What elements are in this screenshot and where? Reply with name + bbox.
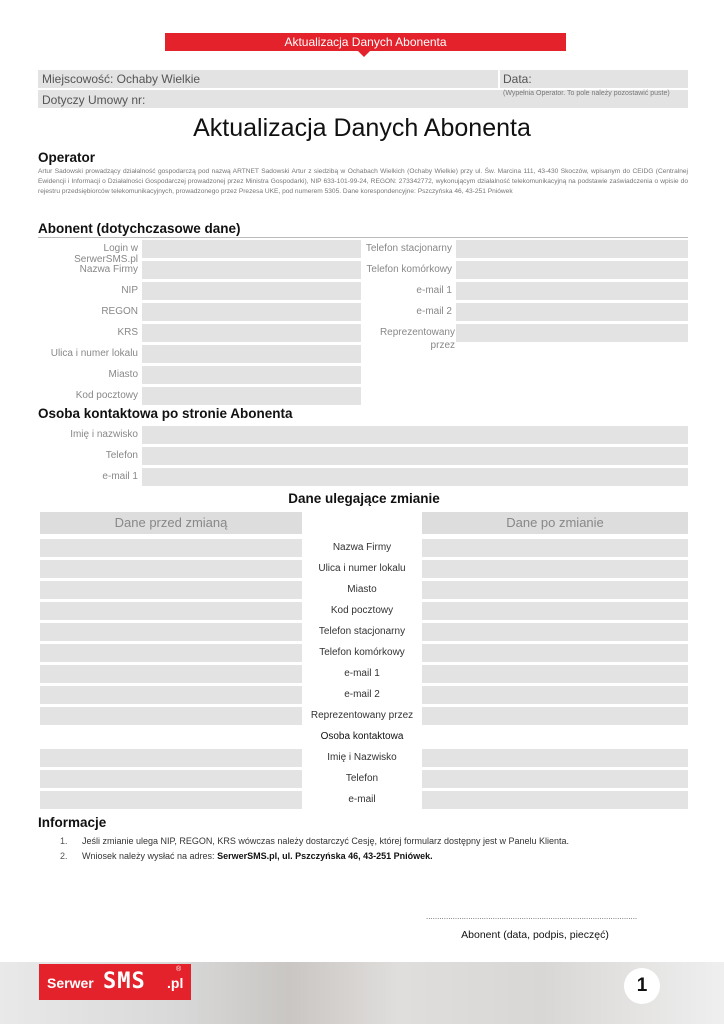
label-represented: Reprezentowany <box>379 327 455 338</box>
page-number: 1 <box>624 968 660 1004</box>
contact-section-label: Osoba kontaktowa <box>320 731 404 742</box>
location-field[interactable] <box>38 70 498 88</box>
change-row-label: e-mail 1 <box>344 668 380 679</box>
input-street[interactable] <box>142 345 361 363</box>
input-postcode[interactable] <box>142 387 361 405</box>
info-item <box>82 851 433 861</box>
contract-label: Dotyczy Umowy nr: <box>42 93 146 107</box>
input-email1[interactable] <box>456 282 688 300</box>
after-cell[interactable] <box>422 770 688 788</box>
label-street: Ulica i numer lokalu <box>50 348 138 359</box>
input-contact-email[interactable] <box>142 468 688 486</box>
label-contact-email: e-mail 1 <box>102 471 138 482</box>
label-mobile: Telefon komórkowy <box>366 264 452 275</box>
input-represented[interactable] <box>456 324 688 342</box>
signature-line: ............................................................................................... <box>426 912 638 921</box>
after-cell[interactable] <box>422 602 688 620</box>
before-cell[interactable] <box>40 581 302 599</box>
change-row-label: Kod pocztowy <box>330 605 394 616</box>
before-cell[interactable] <box>40 749 302 767</box>
before-cell[interactable] <box>40 707 302 725</box>
input-contact-phone[interactable] <box>142 447 688 465</box>
change-row-label: Miasto <box>347 584 377 595</box>
ribbon-pointer <box>358 51 370 57</box>
input-krs[interactable] <box>142 324 361 342</box>
label-city: Miasto <box>108 369 138 380</box>
input-contact-name[interactable] <box>142 426 688 444</box>
label-email1: e-mail 1 <box>416 285 452 296</box>
label-krs: KRS <box>117 327 138 338</box>
label-contact-phone: Telefon <box>105 450 138 461</box>
after-cell[interactable] <box>422 560 688 578</box>
after-cell[interactable] <box>422 539 688 557</box>
change-row-label: Imię i Nazwisko <box>327 752 397 763</box>
input-landline[interactable] <box>456 240 688 258</box>
change-row-label: Ulica i numer lokalu <box>318 563 406 574</box>
input-login[interactable] <box>142 240 361 258</box>
input-mobile[interactable] <box>456 261 688 279</box>
label-landline: Telefon stacjonarny <box>365 243 452 254</box>
change-row-label: e-mail <box>348 794 376 805</box>
after-cell[interactable] <box>422 707 688 725</box>
change-row-label: Telefon komórkowy <box>319 647 405 658</box>
operator-heading: Operator <box>38 150 96 165</box>
label-login: Login w SerwerSMS.pl <box>74 243 138 265</box>
before-header: Dane przed zmianą <box>40 512 302 534</box>
operator-hint: (Wypełnia Operator. To pole należy pozostawić puste) <box>503 90 670 97</box>
serwersms-logo <box>39 964 191 1000</box>
location-label: Miejscowość: Ochaby Wielkie <box>42 72 201 86</box>
info-item-number: 1. <box>60 836 68 846</box>
contact-heading: Osoba kontaktowa po stronie Abonenta <box>38 406 293 421</box>
change-row-label: Telefon stacjonarny <box>318 626 406 637</box>
after-header: Dane po zmianie <box>422 512 688 534</box>
info-heading: Informacje <box>38 815 107 830</box>
after-cell[interactable] <box>422 791 688 809</box>
label-nip: NIP <box>121 285 138 296</box>
before-cell[interactable] <box>40 770 302 788</box>
change-row-label: Telefon <box>345 773 379 784</box>
label-regon: REGON <box>101 306 138 317</box>
after-cell[interactable] <box>422 749 688 767</box>
before-cell[interactable] <box>40 560 302 578</box>
label-postcode: Kod pocztowy <box>75 390 138 401</box>
date-field[interactable] <box>500 70 688 88</box>
before-cell[interactable] <box>40 539 302 557</box>
input-regon[interactable] <box>142 303 361 321</box>
contract-field[interactable] <box>38 90 688 108</box>
input-email2[interactable] <box>456 303 688 321</box>
date-label: Data: <box>503 72 532 86</box>
before-cell[interactable] <box>40 623 302 641</box>
logo-text-sms: SMS <box>103 969 146 994</box>
header-ribbon: Aktualizacja Danych Abonenta <box>165 33 566 51</box>
before-cell[interactable] <box>40 665 302 683</box>
before-cell[interactable] <box>40 686 302 704</box>
change-row-label: e-mail 2 <box>344 689 380 700</box>
info-item-number: 2. <box>60 851 68 861</box>
after-cell[interactable] <box>422 686 688 704</box>
after-cell[interactable] <box>422 644 688 662</box>
input-city[interactable] <box>142 366 361 384</box>
label-company: Nazwa Firmy <box>79 264 138 275</box>
change-row-label: Nazwa Firmy <box>332 542 392 553</box>
before-cell[interactable] <box>40 791 302 809</box>
operator-text: Artur Sadowski prowadzący działalność gospodarczą pod nazwą ARTNET Sadowski Artur z siedzibą w Ochabach Wielkich (Ochaby Wielkie) przy ul. Św. Marcina 111, 43-430 Skoczów, wpisanym do CEIDG (Centralnej Ewidencji i Informacji o Działalności Gospodarczej prowadzonej przez Ministra Gospodarki), NIP 633-101-99-24, REGON: 273342772, wykonującym działalność telekomunikacyjną na podstawie zaświadczenia o wpisie do rejestru przedsiębiorców telekomunikacyjnych, prowadzonego przez Prezesa UKE, pod numerem 5305. Dane korespondencyjne: Pszczyńska 46, 43-251 Pniówek <box>38 168 688 196</box>
input-company[interactable] <box>142 261 361 279</box>
logo-text-pl: .pl <box>167 975 184 991</box>
change-row-label: Reprezentowany przez <box>310 710 414 721</box>
label-email2: e-mail 2 <box>416 306 452 317</box>
info-item-text: Wniosek należy wysłać na adres: <box>82 851 218 861</box>
label-represented-by: przez <box>430 340 455 351</box>
logo-registered-mark: ® <box>176 966 182 973</box>
info-item: Jeśli zmianie ulega NIP, REGON, KRS wówczas należy dostarczyć Cesję, której formularz dostępny jest w Panelu Klienta. <box>82 836 570 846</box>
logo-text-serwer: Serwer <box>47 975 94 991</box>
before-cell[interactable] <box>40 644 302 662</box>
info-item-address: SerwerSMS.pl, ul. Pszczyńska 46, 43-251 Pniówek. <box>217 851 433 861</box>
label-contact-name: Imię i nazwisko <box>70 429 138 440</box>
subscriber-heading: Abonent (dotychczasowe dane) <box>38 221 241 236</box>
subscriber-divider <box>38 237 688 238</box>
after-cell[interactable] <box>422 623 688 641</box>
input-nip[interactable] <box>142 282 361 300</box>
after-cell[interactable] <box>422 581 688 599</box>
before-cell[interactable] <box>40 602 302 620</box>
page-title: Aktualizacja Danych Abonenta <box>193 114 531 142</box>
after-cell[interactable] <box>422 665 688 683</box>
signature-label: Abonent (data, podpis, pieczęć) <box>461 929 609 941</box>
changes-heading: Dane ulegające zmianie <box>288 491 440 506</box>
